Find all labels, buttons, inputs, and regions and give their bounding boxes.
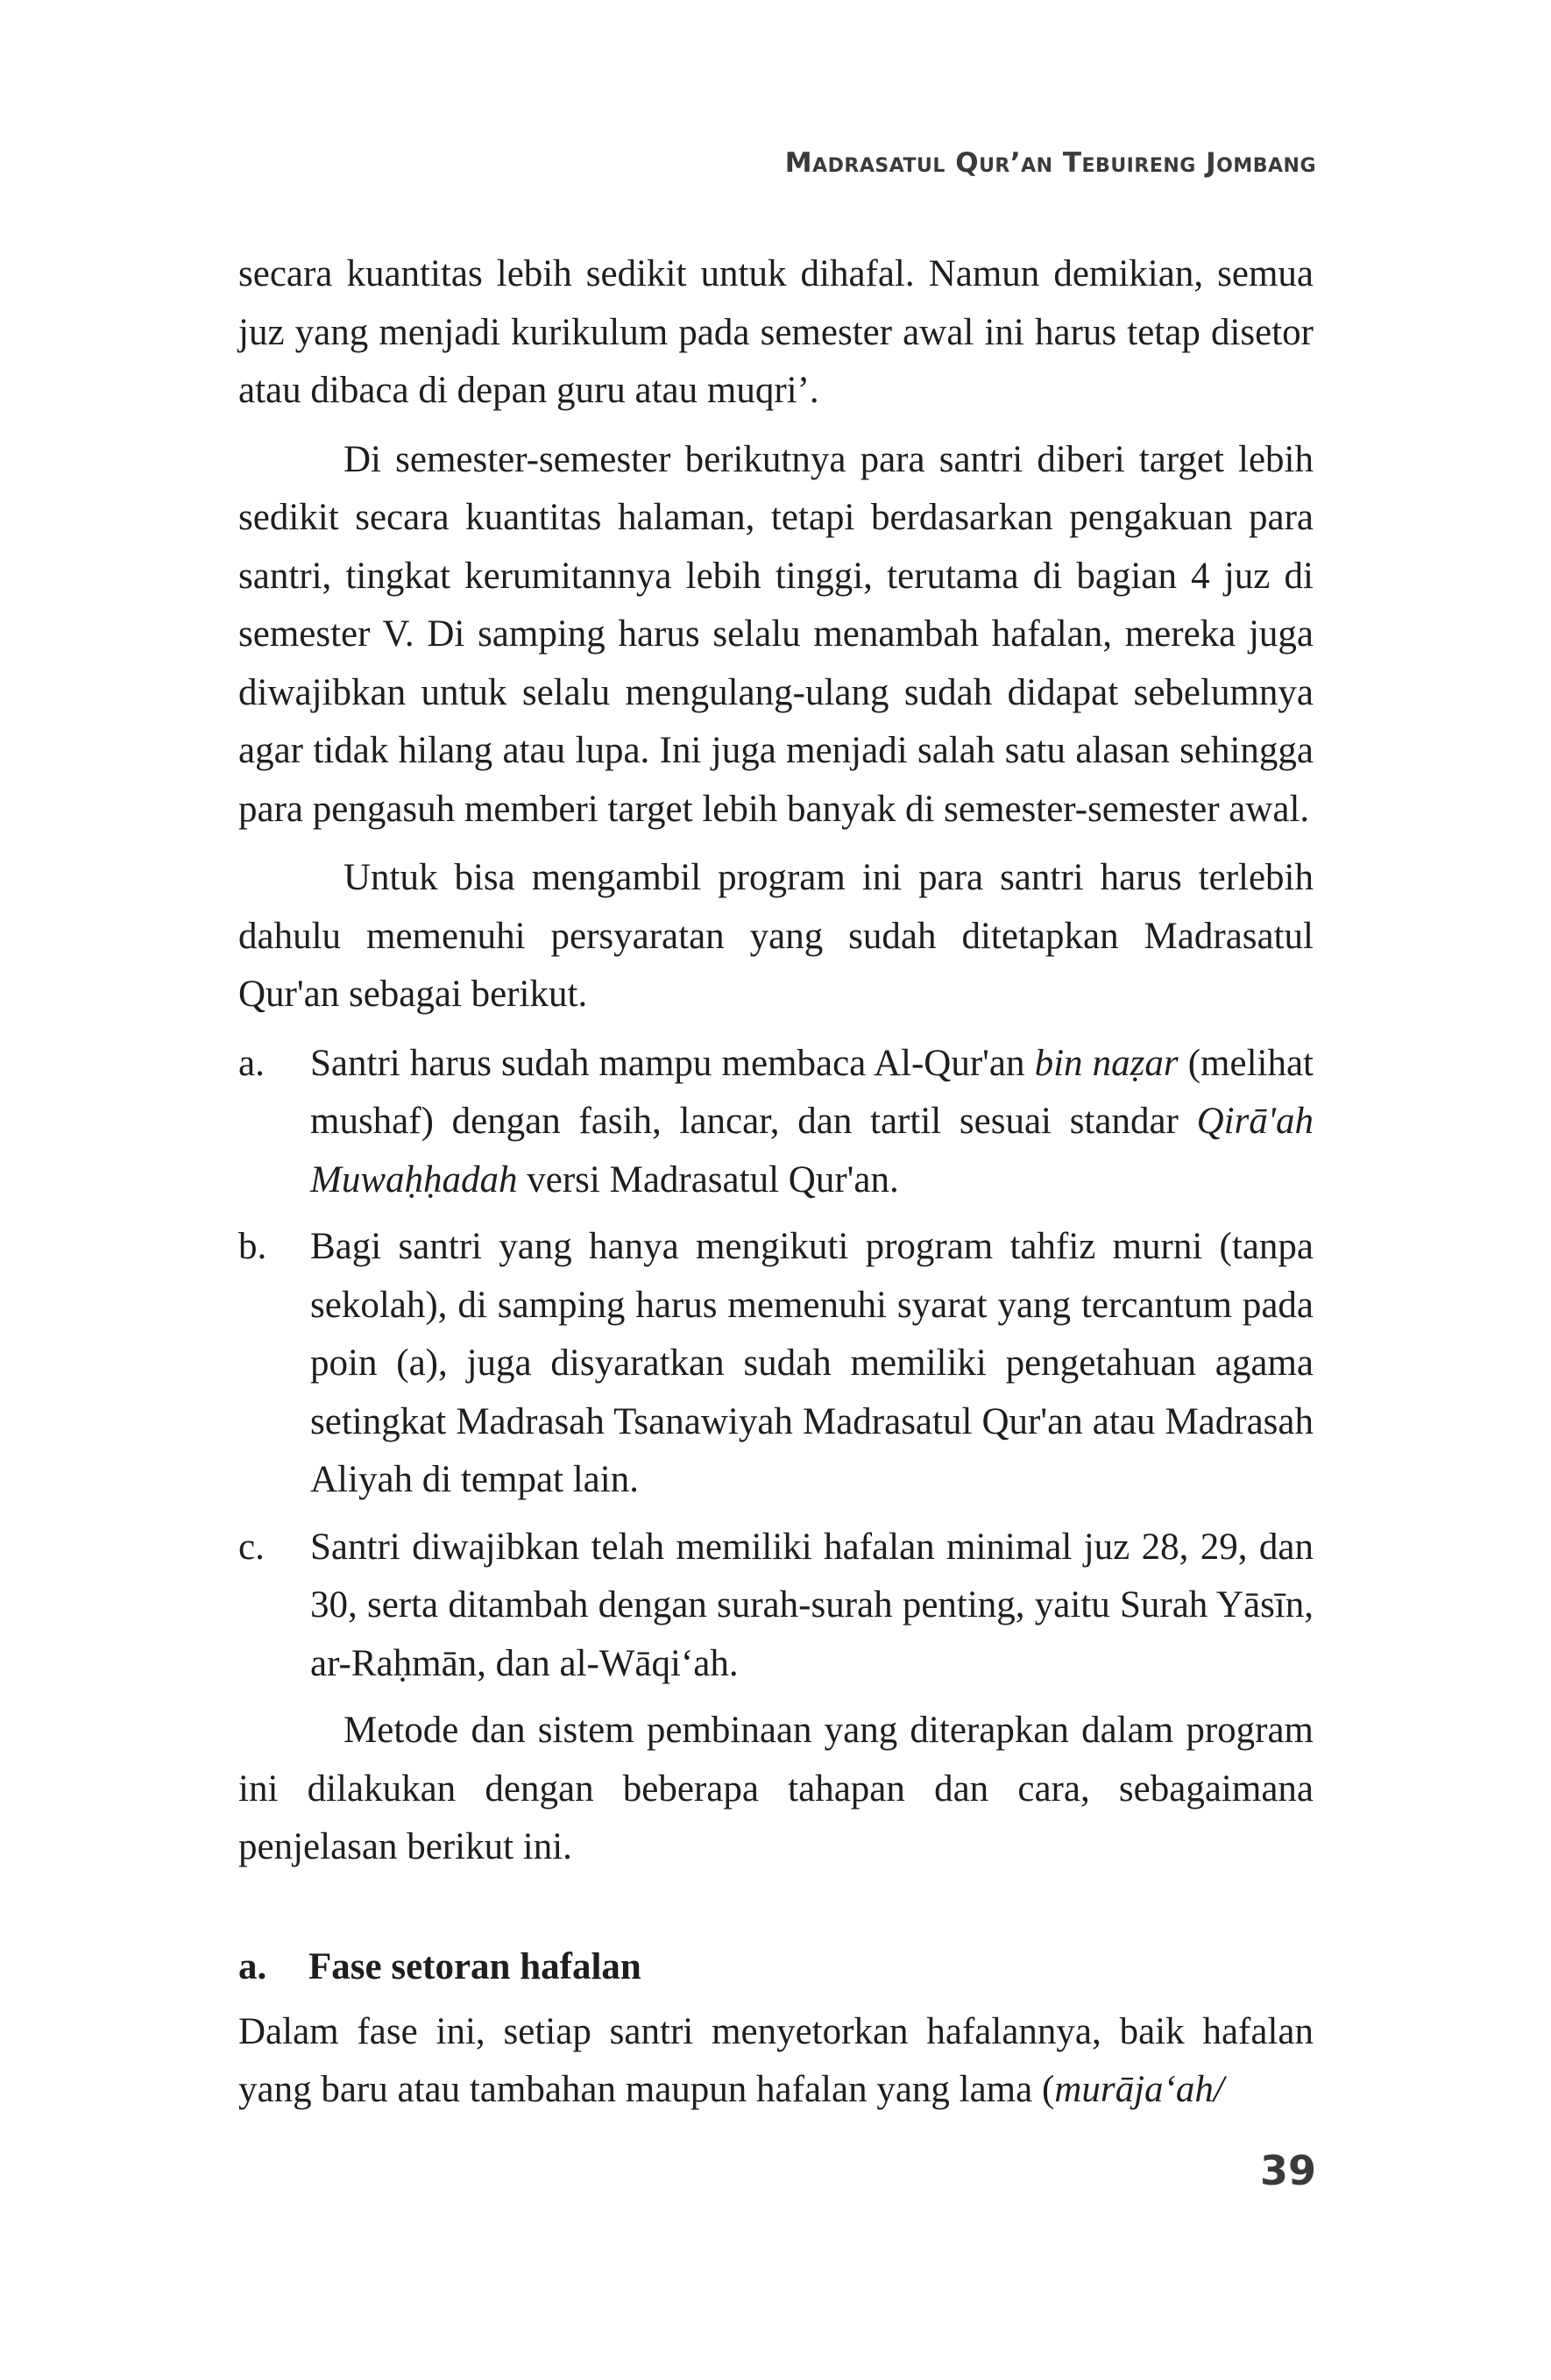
section-text: Dalam fase ini, setiap santri menyetorkan hafalannya, baik hafalan yang baru atau tambahan maupun hafalan yang lama ( [238, 2010, 1314, 2110]
body-text [238, 245, 1314, 2120]
list-marker: a. [238, 1042, 265, 1084]
requirement-term-italic: bin naẓar [1034, 1042, 1179, 1084]
requirement-item-b [238, 1218, 1314, 1510]
requirement-text: (melihat mushaf) dengan fasih, lancar, dan tartil sesuai standar [310, 1042, 1314, 1142]
paragraph-semester-targets: Di semester-semester berikutnya para santri diberi target lebih sedikit secara kuantitas halaman, tetapi berdasarkan pengakuan para santri, tingkat kerumitannya lebih tinggi, terutama di bagian 4 juz di semester V. Di samping harus selalu menambah hafalan, mereka juga diwajibkan untuk selalu mengulang-ulang sudah didapat sebelumnya agar tidak hilang atau lupa. Ini juga menjadi salah satu alasan sehingga para pengasuh memberi target lebih banyak di semester-semester awal. [238, 438, 1314, 830]
section-title: Fase setoran hafalan [308, 1945, 641, 1987]
requirement-item-a [238, 1035, 1314, 1210]
running-head: Madrasatul Qur’an Tebuireng Jombang [784, 147, 1316, 179]
list-marker: c. [238, 1526, 265, 1568]
requirements-list [238, 1035, 1314, 1694]
requirement-item-c [238, 1519, 1314, 1694]
section-term-italic: murāja‘ah/ [1054, 2069, 1224, 2110]
section-heading [238, 1938, 1314, 1996]
list-marker: b. [238, 1226, 267, 1267]
requirement-text: Bagi santri yang hanya mengikuti program tahfiz murni (tanpa sekolah), di samping harus memenuhi syarat yang tercantum pada poin (a), juga disyaratkan sudah memiliki pengetahuan agama setingkat Madrasah Tsanawiyah Madrasatul Qur'an atau Madrasah Aliyah di tempat lain. [310, 1226, 1314, 1500]
requirement-text: Santri diwajibkan telah memiliki hafalan minimal juz 28, 29, dan 30, serta ditambah dengan surah-surah penting, yaitu Surah Yāsīn, ar-Raḥmān, dan al-Wāqi‘ah. [310, 1526, 1314, 1684]
page-number: 39 [1259, 2147, 1316, 2194]
requirement-term-italic: Qirā'ah Muwaḥḥadah [310, 1101, 1314, 1201]
paragraph-section-body [238, 2003, 1314, 2120]
paragraph-continuation: secara kuantitas lebih sedikit untuk dihafal. Namun demikian, semua juz yang menjadi kurikulum pada semester awal ini harus tetap disetor atau dibaca di depan guru atau muqri’. [238, 253, 1314, 411]
requirement-text: versi Madrasatul Qur'an. [517, 1158, 899, 1201]
paragraph-requirements-intro: Untuk bisa mengambil program ini para santri harus terlebih dahulu memenuhi persyaratan yang sudah ditetapkan Madrasatul Qur'an sebagai berikut. [238, 857, 1314, 1015]
paragraph-methods: Metode dan sistem pembinaan yang diterapkan dalam program ini dilakukan dengan beberapa tahapan dan cara, sebagaimana penjelasan berikut ini. [238, 1710, 1314, 1867]
section-marker: a. [238, 1945, 267, 1987]
requirement-text: Santri harus sudah mampu membaca Al-Qur'an [310, 1042, 1035, 1084]
